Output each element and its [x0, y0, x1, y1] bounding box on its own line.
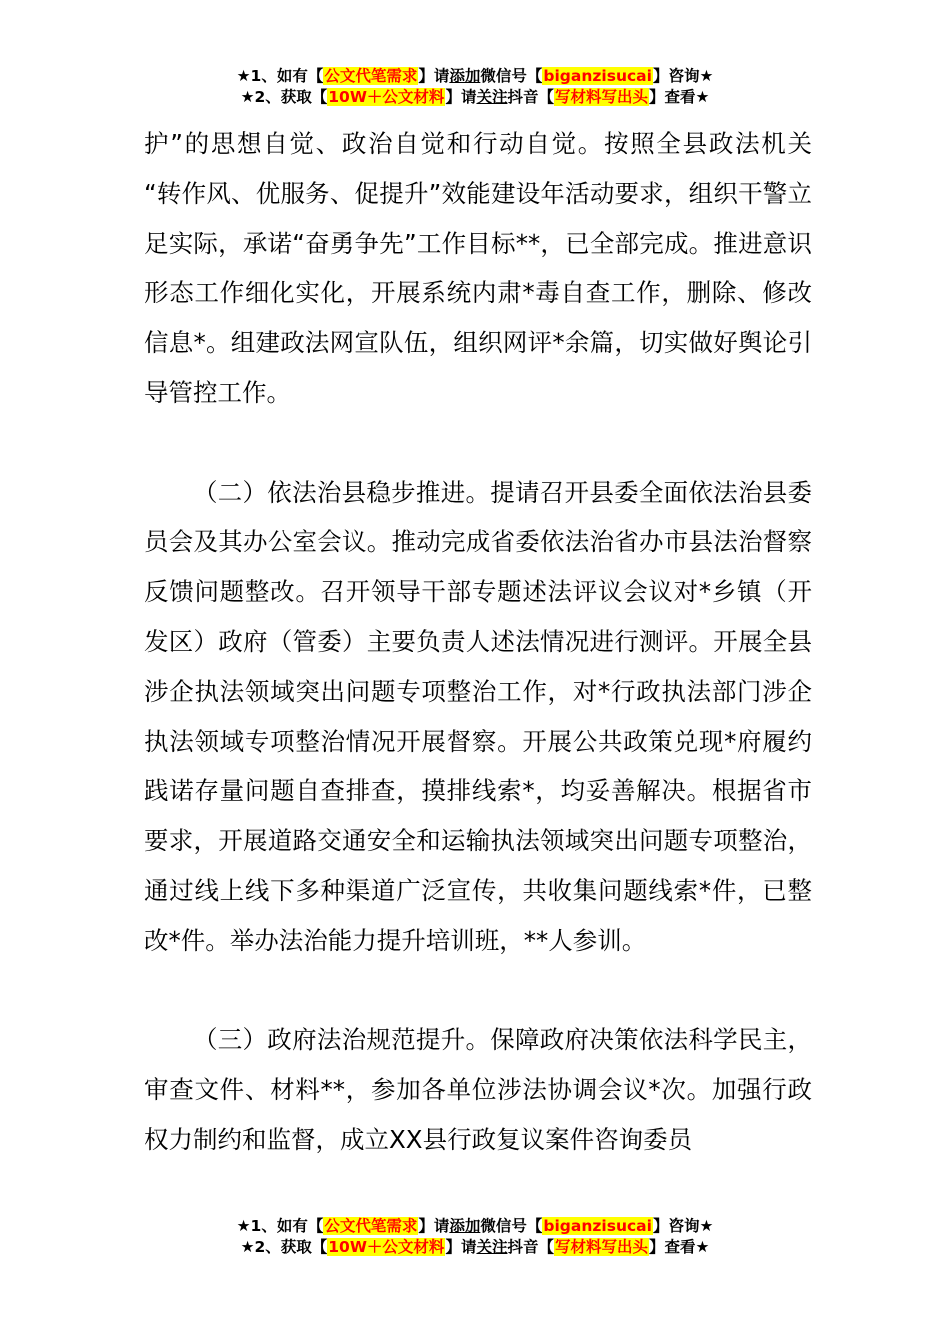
promo-banner-top: [0, 66, 950, 108]
promo-text: ★1、如有【: [236, 67, 324, 85]
document-body: [144, 119, 812, 1165]
promo-text: 】请: [445, 1238, 477, 1256]
promo-text: 微信号【: [480, 1217, 543, 1235]
wechat-id-highlight: biganzisucai: [543, 67, 652, 85]
promo-underlined: 关注: [476, 88, 508, 106]
paragraph-continued: 护”的思想自觉、政治自觉和行动自觉。按照全县政法机关 “转作风、优服务、促提升”效能建设年活动要求，组织干警立足实际，承诺“奋勇争先”工作目标**，已全部完成。推进意识形态工作细化实化，开展系统内肃*毒自查工作，删除、修改信息*。组建政法网宣队伍，组织网评*余篇，切实做好舆论引导管控工作。: [144, 129, 812, 407]
promo-line-2: [0, 1237, 950, 1258]
paragraph-spacer: [144, 966, 812, 1016]
promo-text: 】请: [418, 1217, 450, 1235]
promo-highlight: 公文代笔需求: [324, 67, 418, 85]
promo-text: 抖音【: [507, 1238, 554, 1256]
promo-text: 微信号【: [480, 67, 543, 85]
promo-text: 】咨询★: [652, 1217, 714, 1235]
paragraph-rule-of-law-county: （二）依法治县稳步推进。提请召开县委全面依法治县委员会及其办公室会议。推动完成省委依法治省办市县法治督察反馈问题整改。召开领导干部专题述法评议会议对*乡镇（开发区）政府（管委）主要负责人述法情况进行测评。开展全县涉企执法领域突出问题专项整治工作，对*行政执法部门涉企执法领域专项整治情况开展督察。开展公共政策兑现*府履约践诺存量问题自查排查，摸排线索*，均妥善解决。根据省市要求，开展道路交通安全和运输执法领域突出问题专项整治，通过线上线下多种渠道广泛宣传，共收集问题线索*件，已整改*件。举办法治能力提升培训班，**人参训。: [144, 477, 812, 955]
promo-text: 】查看★: [649, 1238, 710, 1256]
promo-line-1: [0, 66, 950, 87]
promo-line-2: [0, 87, 950, 108]
promo-line-1: [0, 1216, 950, 1237]
wechat-id-highlight: biganzisucai: [543, 1217, 652, 1235]
promo-text: 】咨询★: [652, 67, 714, 85]
promo-text: 】请: [418, 67, 450, 85]
paragraph-spacer: [144, 418, 812, 468]
douyin-id-highlight: 写材料写出头: [554, 88, 648, 106]
promo-text: ★2、获取【: [240, 88, 328, 106]
promo-banner-bottom: [0, 1216, 950, 1258]
paragraph-government-rule-of-law: （三）政府法治规范提升。保障政府决策依法科学民主，审查文件、材料**，参加各单位涉法协调会议*次。加强行政权力制约和监督，成立XX县行政复议案件咨询委员: [144, 1025, 812, 1154]
promo-highlight: 10W＋公文材料: [328, 1238, 445, 1256]
douyin-id-highlight: 写材料写出头: [554, 1238, 648, 1256]
promo-text: ★2、获取【: [240, 1238, 328, 1256]
promo-text: 】请: [445, 88, 477, 106]
promo-text: 】查看★: [649, 88, 710, 106]
promo-text: ★1、如有【: [236, 1217, 324, 1235]
promo-underlined: 添加: [449, 1217, 481, 1235]
promo-highlight: 公文代笔需求: [324, 1217, 418, 1235]
promo-underlined: 添加: [449, 67, 481, 85]
promo-highlight: 10W＋公文材料: [328, 88, 445, 106]
promo-text: 抖音【: [507, 88, 554, 106]
promo-underlined: 关注: [476, 1238, 508, 1256]
